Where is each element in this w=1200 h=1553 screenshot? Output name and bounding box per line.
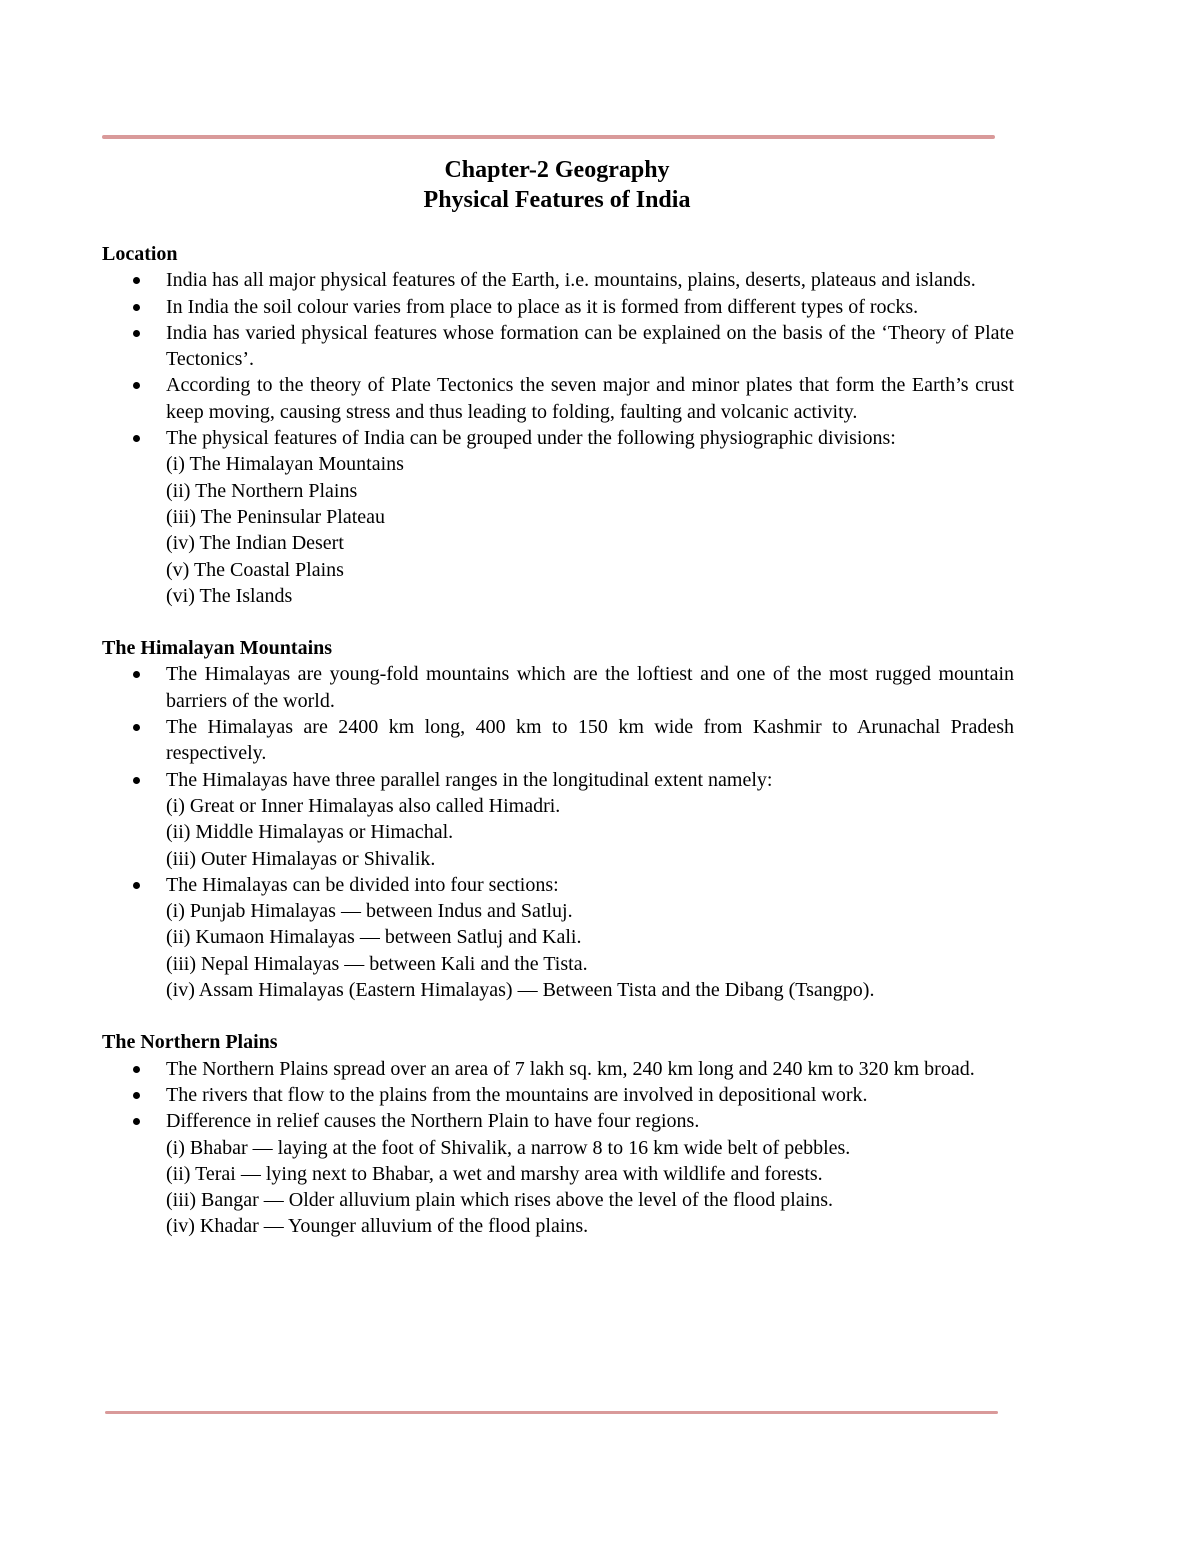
section-heading: Location — [102, 243, 178, 265]
sub-item: (iv) Assam Himalayas (Eastern Himalayas) — Between Tista and the Dibang (Tsangpo). — [166, 979, 875, 1002]
sub-item: (i) The Himalayan Mountains — [166, 453, 404, 476]
bullet-item — [102, 661, 1014, 714]
sub-item: (i) Great or Inner Himalayas also called Himadri. — [166, 794, 561, 817]
bullet-text: India has all major physical features of the Earth, i.e. mountains, plains, deserts, plateaus and islands. — [166, 269, 976, 292]
section — [102, 635, 1014, 1003]
bullet-item — [102, 294, 1014, 320]
section-heading: The Northern Plains — [102, 1031, 278, 1054]
sub-item: (iii) Outer Himalayas or Shivalik. — [166, 847, 436, 870]
sub-item: (iii) Nepal Himalayas — between Kali and the Tista. — [166, 952, 588, 975]
bullet-item — [102, 1082, 1014, 1108]
bullet-text: The rivers that flow to the plains from the mountains are involved in depositional work. — [166, 1083, 868, 1106]
sub-item: (vi) The Islands — [166, 584, 293, 607]
sub-item: (v) The Coastal Plains — [166, 558, 344, 581]
sub-item: (iv) Khadar — Younger alluvium of the flood plains. — [166, 1215, 589, 1238]
bullet-list — [102, 267, 1014, 609]
sub-item: (ii) Middle Himalayas or Himachal. — [166, 821, 454, 844]
sub-item: (ii) Terai — lying next to Bhabar, a wet and marshy area with wildlife and forests. — [166, 1162, 823, 1185]
bullet-item — [102, 320, 1014, 373]
bullet-text: India has varied physical features whose formation can be explained on the basis of the ‘Theory of Plate Tectonics’. — [166, 321, 1014, 371]
section — [102, 241, 1014, 609]
bullet-text: According to the theory of Plate Tectonics the seven major and minor plates that form the Earth’s crust keep moving, causing stress and thus leading to folding, faulting and volcanic activity. — [166, 374, 1014, 423]
sub-item: (ii) Kumaon Himalayas — between Satluj and Kali. — [166, 926, 582, 949]
bullet-item — [102, 1056, 1014, 1082]
bullet-text: The Himalayas are young-fold mountains which are the loftiest and one of the most rugged mountain barriers of the world. — [166, 663, 1014, 712]
sub-item: (ii) The Northern Plains — [166, 479, 358, 502]
bullet-text: The Himalayas are 2400 km long, 400 km to 150 km wide from Kashmir to Arunachal Pradesh respectively. — [166, 716, 1014, 765]
bullet-list — [102, 1056, 1014, 1240]
bullet-text: The physical features of India can be grouped under the following physiographic divisions: — [166, 427, 896, 450]
sub-item: (iii) Bangar — Older alluvium plain which rises above the level of the flood plains. — [166, 1189, 834, 1212]
header-rule — [102, 135, 995, 139]
bullet-item — [102, 372, 1014, 425]
bullet-text: The Northern Plains spread over an area of 7 lakh sq. km, 240 km long and 240 km to 320 km broad. — [166, 1057, 975, 1080]
bullet-text: The Himalayas have three parallel ranges in the longitudinal extent namely: — [166, 768, 773, 791]
bullet-text: The Himalayas can be divided into four sections: — [166, 873, 559, 896]
sub-item: (i) Punjab Himalayas — between Indus and Satluj. — [166, 900, 573, 923]
sub-item: (iv) The Indian Desert — [166, 532, 344, 555]
chapter-subtitle: Physical Features of India — [423, 187, 691, 213]
chapter-title: Chapter-2 Geography — [444, 157, 670, 183]
document-body — [102, 241, 1014, 1240]
bullet-item — [102, 872, 1014, 1003]
section — [102, 1029, 1014, 1239]
bullet-item — [102, 767, 1014, 872]
sub-item: (i) Bhabar — laying at the foot of Shivalik, a narrow 8 to 16 km wide belt of pebbles. — [166, 1136, 851, 1159]
bullet-item — [102, 425, 1014, 609]
bullet-item — [102, 267, 1014, 293]
footer-rule — [105, 1411, 998, 1414]
bullet-text: Difference in relief causes the Northern Plain to have four regions. — [166, 1110, 700, 1133]
bullet-item — [102, 1108, 1014, 1239]
page-title — [102, 155, 1012, 215]
bullet-text: In India the soil colour varies from place to place as it is formed from different types of rocks. — [166, 295, 919, 318]
sub-item: (iii) The Peninsular Plateau — [166, 505, 386, 528]
section-heading: The Himalayan Mountains — [102, 637, 333, 660]
bullet-list — [102, 661, 1014, 1003]
bullet-item — [102, 714, 1014, 767]
